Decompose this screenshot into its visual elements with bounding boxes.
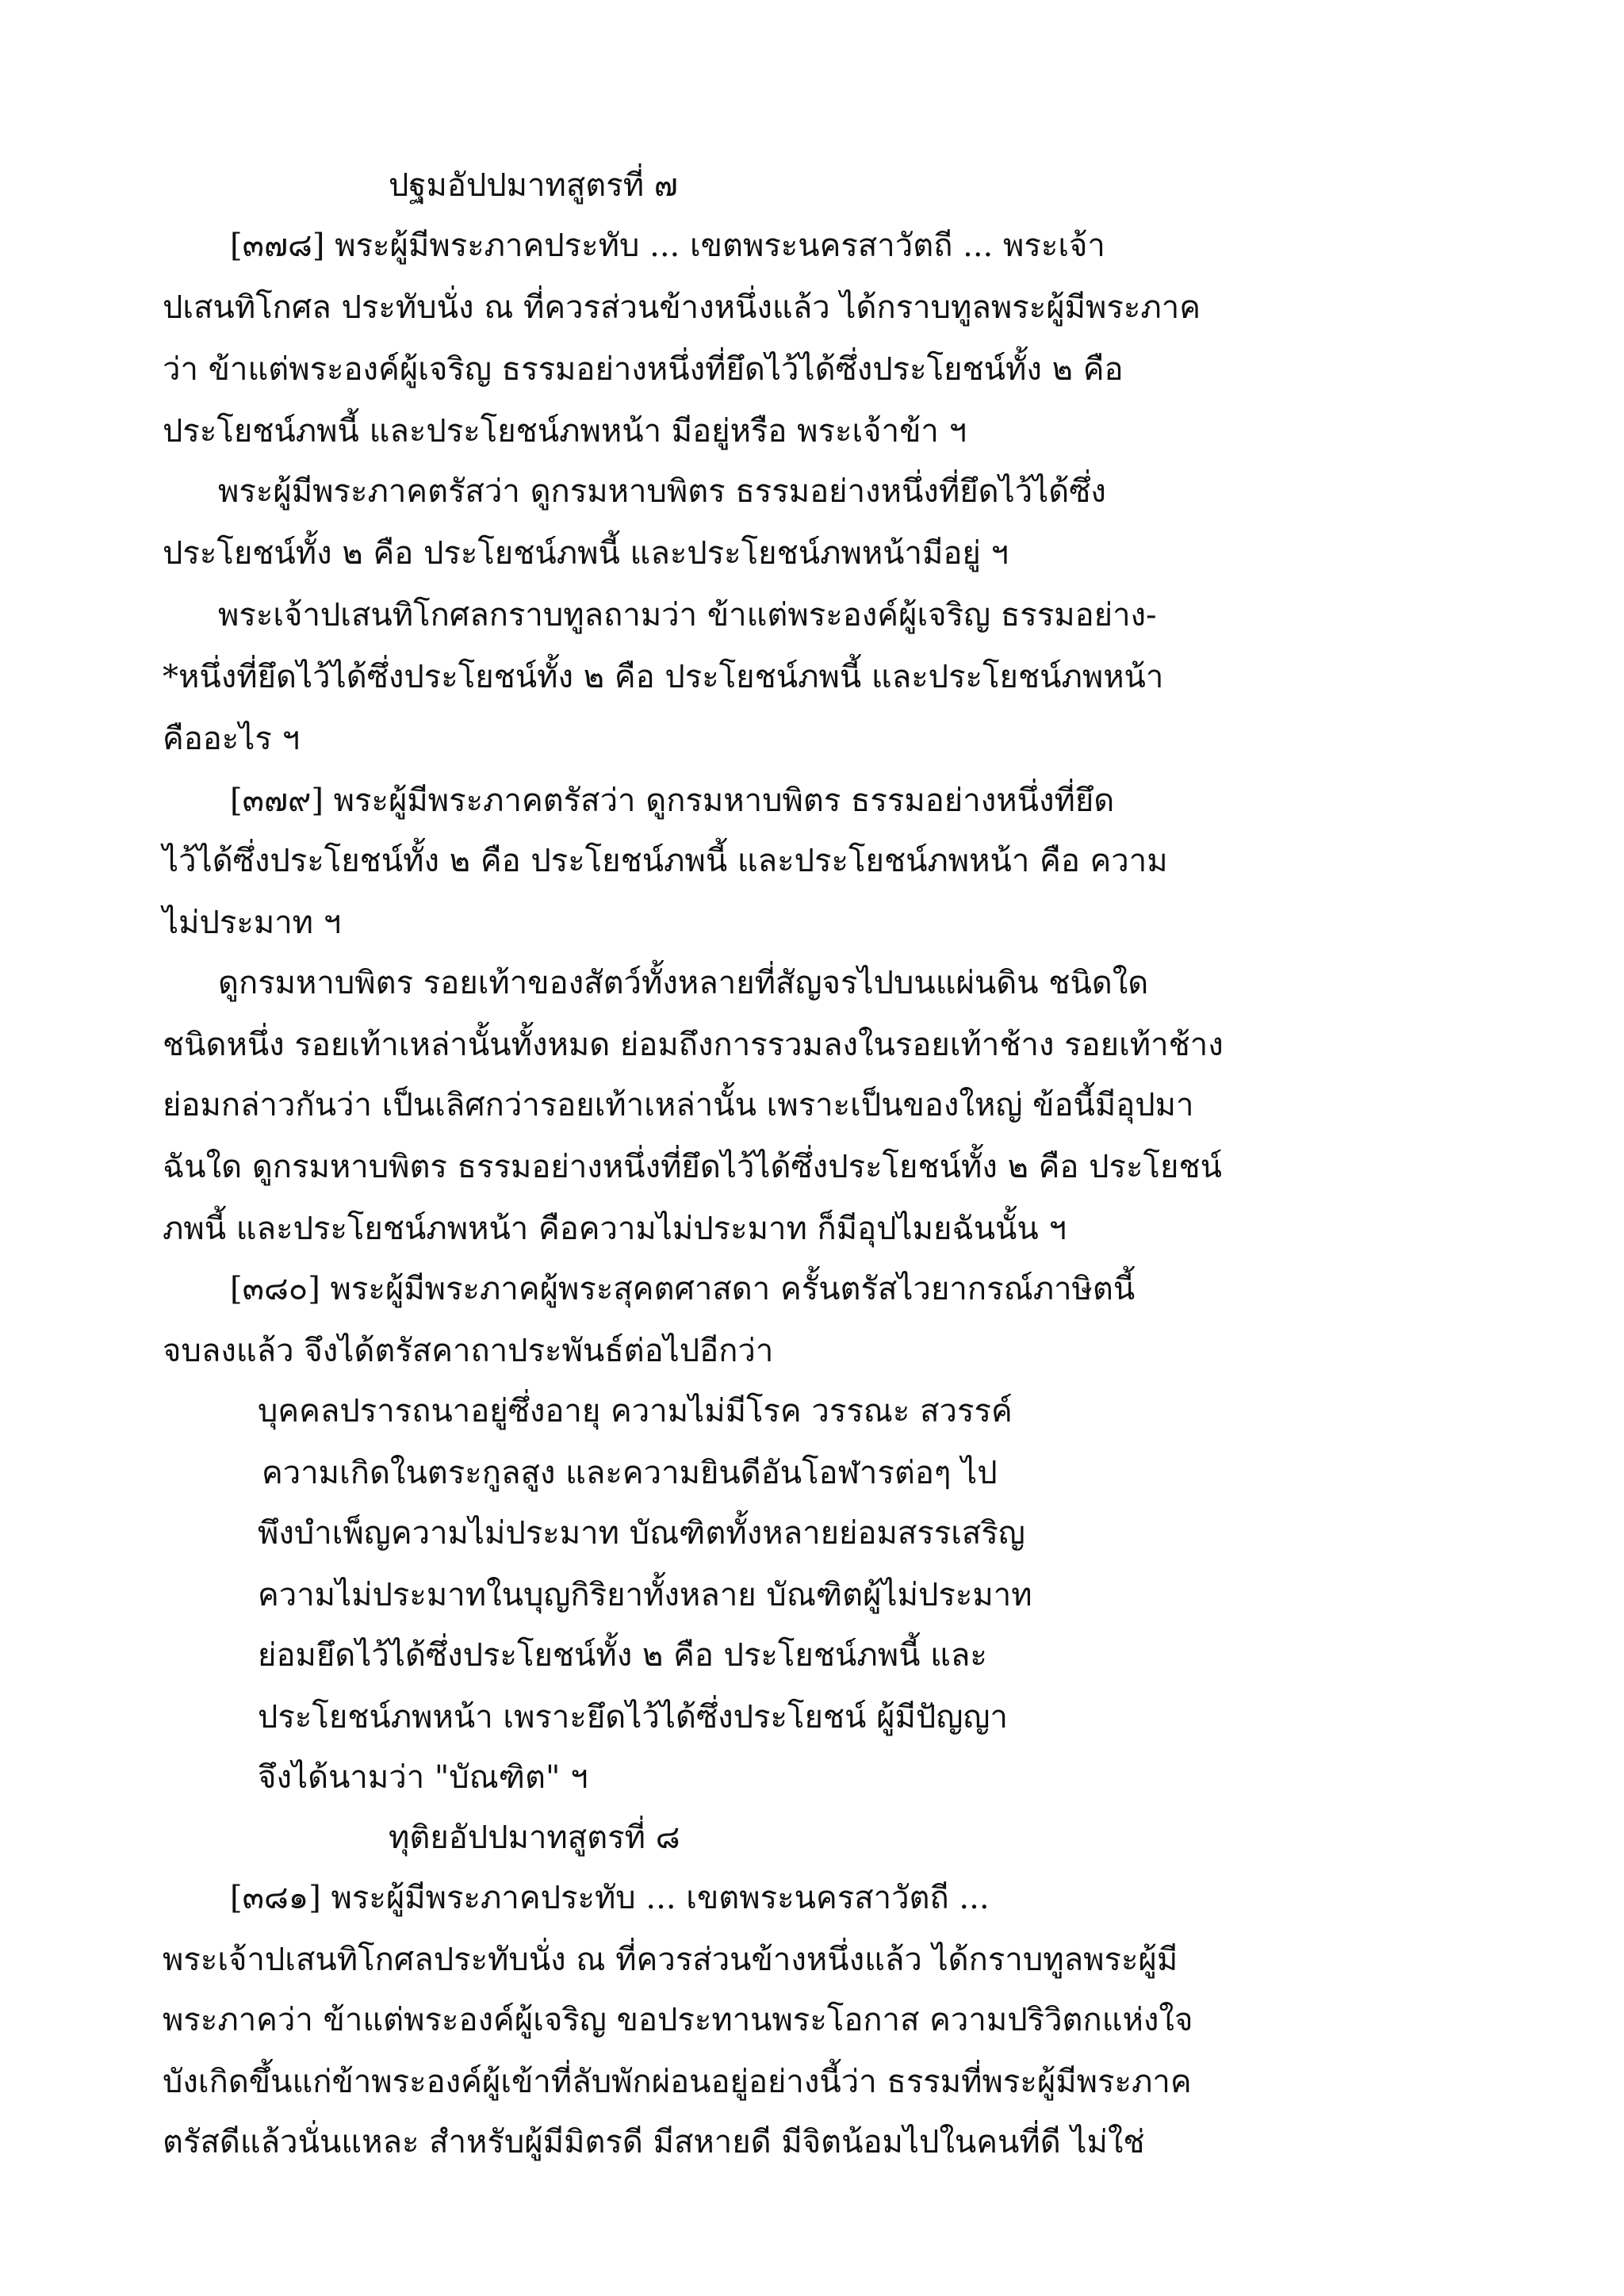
paragraph-line: พระผู้มีพระภาคตรัสว่า ดูกรมหาบพิตร ธรรมอย่างหนึ่งที่ยึดไว้ได้ซึ่ง [218, 473, 1106, 510]
verse-line: พึงบำเพ็ญความไม่ประมาท บัณฑิตทั้งหลายย่อมสรรเสริญ [258, 1515, 1025, 1552]
paragraph-line: ดูกรมหาบพิตร รอยเท้าของสัตว์ทั้งหลายที่สัญจรไปบนแผ่นดิน ชนิดใด [218, 965, 1149, 1001]
paragraph-line: [๓๘๑] พระผู้มีพระภาคประทับ ... เขตพระนครสาวัตถี ... [230, 1880, 990, 1916]
paragraph-line: ประโยชน์ทั้ง ๒ คือ ประโยชน์ภพนี้ และประโยชน์ภพหน้ามีอยู่ ฯ [163, 535, 1009, 572]
verse-line: ประโยชน์ภพหน้า เพราะยึดไว้ได้ซึ่งประโยชน์ ผู้มีปัญญา [258, 1699, 1008, 1735]
paragraph-line: ชนิดหนึ่ง รอยเท้าเหล่านั้นทั้งหมด ย่อมถึงการรวมลงในรอยเท้าช้าง รอยเท้าช้าง [163, 1027, 1224, 1063]
paragraph-line: [๓๗๘] พระผู้มีพระภาคประทับ ... เขตพระนครสาวัตถี ... พระเจ้า [230, 228, 1105, 264]
paragraph-line: พระภาคว่า ข้าแต่พระองค์ผู้เจริญ ขอประทานพระโอกาส ความปริวิตกแห่งใจ [163, 2002, 1193, 2038]
paragraph-line: [๓๗๙] พระผู้มีพระภาคตรัสว่า ดูกรมหาบพิตร ธรรมอย่างหนึ่งที่ยึด [230, 783, 1115, 819]
paragraph-line: ว่า ข้าแต่พระองค์ผู้เจริญ ธรรมอย่างหนึ่งที่ยึดไว้ได้ซึ่งประโยชน์ทั้ง ๒ คือ [163, 351, 1124, 388]
verse-line: ความเกิดในตระกูลสูง และความยินดีอันโอฬารต่อๆ ไป [262, 1455, 998, 1491]
paragraph-line: *หนึ่งที่ยึดไว้ได้ซึ่งประโยชน์ทั้ง ๒ คือ ประโยชน์ภพนี้ และประโยชน์ภพหน้า [163, 659, 1164, 695]
paragraph-line: ย่อมกล่าวกันว่า เป็นเลิศกว่ารอยเท้าเหล่านั้น เพราะเป็นของใหญ่ ข้อนี้มีอุปมา [163, 1087, 1194, 1123]
paragraph-line: พระเจ้าปเสนทิโกศลกราบทูลถามว่า ข้าแต่พระองค์ผู้เจริญ ธรรมอย่าง- [218, 597, 1157, 633]
paragraph-line: บังเกิดขึ้นแก่ข้าพระองค์ผู้เข้าที่ลับพักผ่อนอยู่อย่างนี้ว่า ธรรมที่พระผู้มีพระภาค [163, 2064, 1192, 2100]
paragraph-line: ไม่ประมาท ฯ [163, 905, 342, 941]
paragraph-line: พระเจ้าปเสนทิโกศลประทับนั่ง ณ ที่ควรส่วนข้างหนึ่งแล้ว ได้กราบทูลพระผู้มี [163, 1942, 1178, 1978]
sutta-title-8: ทุติยอัปปมาทสูตรที่ ๘ [389, 1820, 680, 1856]
paragraph-line: ปเสนทิโกศล ประทับนั่ง ณ ที่ควรส่วนข้างหนึ่งแล้ว ได้กราบทูลพระผู้มีพระภาค [163, 289, 1201, 326]
sutta-title-7: ปฐมอัปปมาทสูตรที่ ๗ [389, 167, 678, 204]
paragraph-line: จบลงแล้ว จึงได้ตรัสคาถาประพันธ์ต่อไปอีกว่า [163, 1333, 774, 1369]
paragraph-line: ประโยชน์ภพนี้ และประโยชน์ภพหน้า มีอยู่หรือ พระเจ้าข้า ฯ [163, 413, 967, 450]
paragraph-line: คืออะไร ฯ [163, 721, 301, 757]
verse-line: บุคคลปรารถนาอยู่ซึ่งอายุ ความไม่มีโรค วรรณะ สวรรค์ [258, 1393, 1013, 1429]
verse-line: จึงได้นามว่า "บัณฑิต" ฯ [258, 1759, 588, 1796]
paragraph-line: ฉันใด ดูกรมหาบพิตร ธรรมอย่างหนึ่งที่ยึดไว้ได้ซึ่งประโยชน์ทั้ง ๒ คือ ประโยชน์ [163, 1149, 1222, 1185]
paragraph-line: ไว้ได้ซึ่งประโยชน์ทั้ง ๒ คือ ประโยชน์ภพนี้ และประโยชน์ภพหน้า คือ ความ [163, 843, 1168, 879]
verse-line: ความไม่ประมาทในบุญกิริยาทั้งหลาย บัณฑิตผู้ไม่ประมาท [258, 1577, 1032, 1613]
verse-line: ย่อมยึดไว้ได้ซึ่งประโยชน์ทั้ง ๒ คือ ประโยชน์ภพนี้ และ [258, 1637, 987, 1674]
paragraph-line: ตรัสดีแล้วนั่นแหละ สำหรับผู้มีมิตรดี มีสหายดี มีจิตน้อมไปในคนที่ดี ไม่ใช่ [163, 2124, 1145, 2160]
paragraph-line: [๓๘๐] พระผู้มีพระภาคผู้พระสุคตศาสดา ครั้นตรัสไวยากรณ์ภาษิตนี้ [230, 1271, 1136, 1307]
paragraph-line: ภพนี้ และประโยชน์ภพหน้า คือความไม่ประมาท ก็มีอุปไมยฉันนั้น ฯ [163, 1211, 1067, 1247]
